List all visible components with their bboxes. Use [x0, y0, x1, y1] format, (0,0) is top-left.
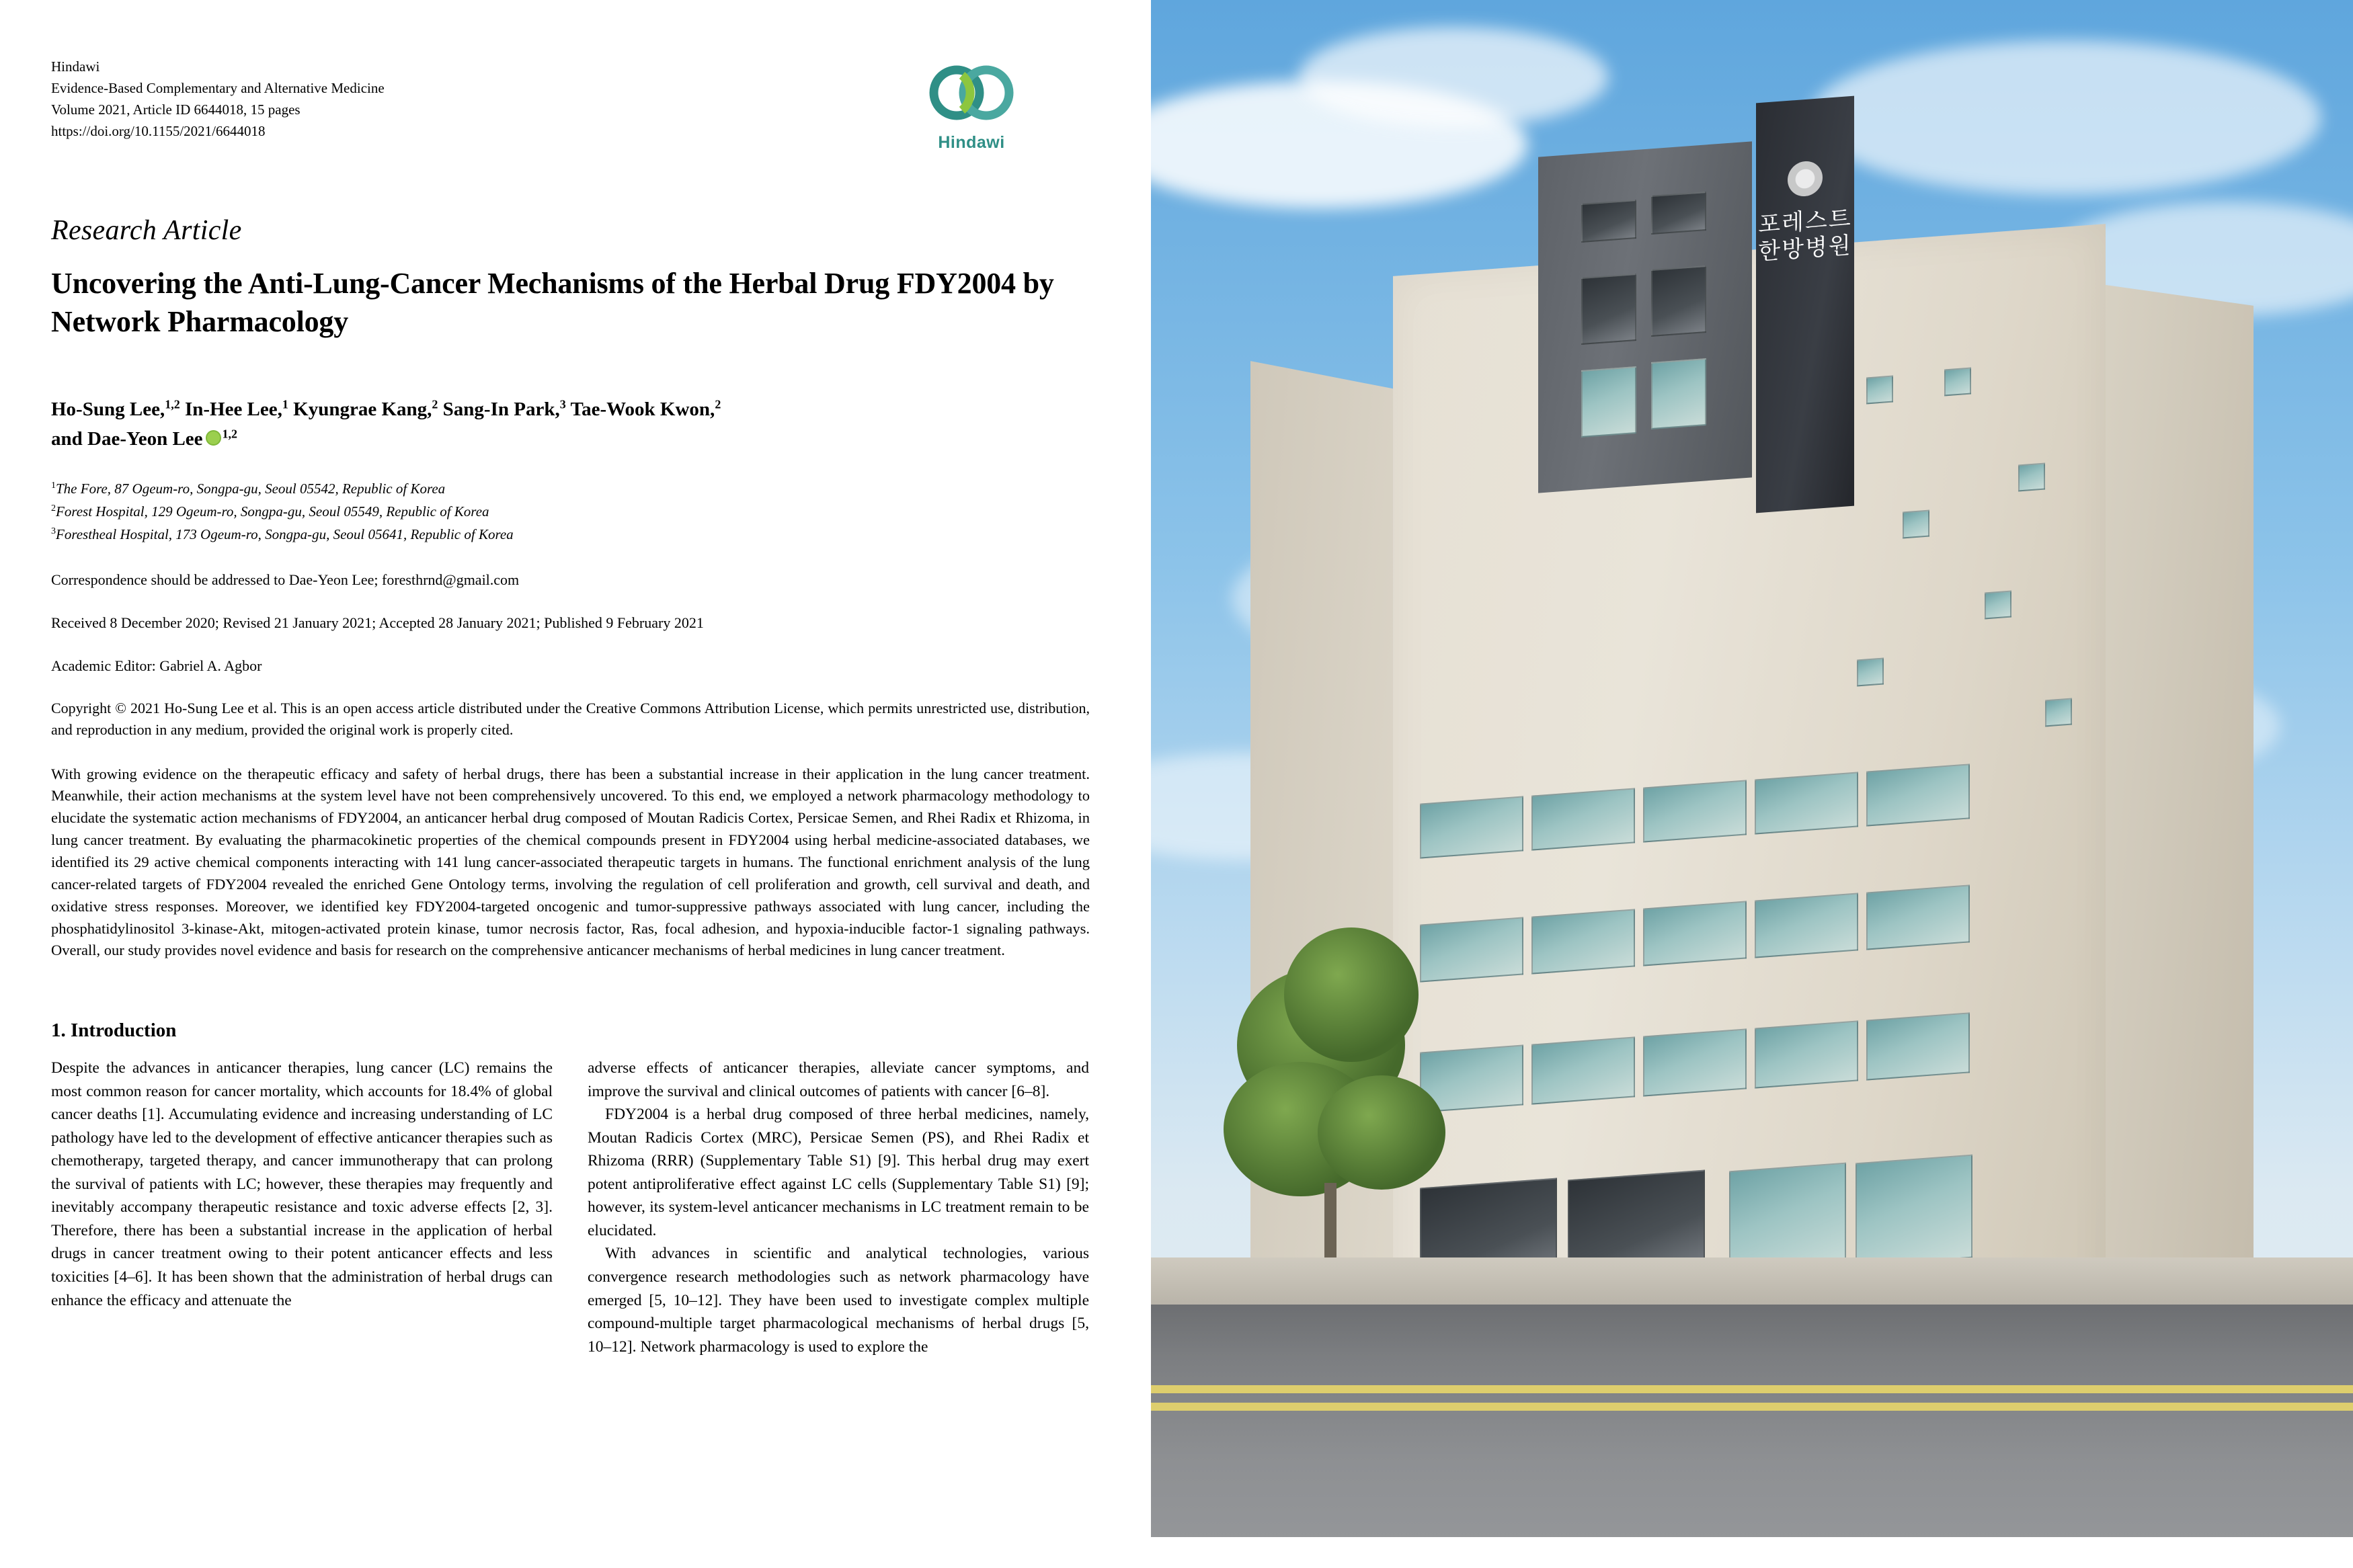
affiliation-item [51, 477, 1100, 500]
road [1151, 1305, 2353, 1568]
author-name: Tae-Wook Kwon, [570, 399, 715, 421]
affiliation-list [51, 477, 1100, 546]
paragraph: With advances in scientific and analytical technologies, various convergence research methodologies such as network pharmacology have emerged [5, 10–12]. They have been used to investigate complex multiple compound-multiple target pharmacological mechanisms of herbal drugs [5, 10–12]. Network pharmacology is used to explore the [588, 1245, 1089, 1356]
window [1531, 1036, 1635, 1104]
affiliation-marker: 1 [51, 480, 56, 491]
window [1643, 901, 1747, 966]
window [1643, 780, 1747, 842]
hindawi-logo [894, 60, 1049, 153]
author-affil-marker: 1,2 [222, 427, 238, 441]
author-list [51, 395, 1006, 454]
hospital-emblem-icon [1788, 160, 1823, 198]
section-heading-introduction: 1. Introduction [51, 1020, 177, 1042]
window [2045, 698, 2072, 727]
author-name: In-Hee Lee, [184, 399, 282, 421]
paragraph: FDY2004 is a herbal drug composed of three herbal medicines, namely, Moutan Radicis Cortex (MRC), Persicae Semen (PS), and Rhei Radix et Rhizoma (RRR) (Supplementary Table S1) [9]. This herbal drug may exert potent antiproliferative effect against LC cells (Supplementary Table S1) [9]; however, its system-level anticancer mechanisms in LC treatment remain to be elucidated. [588, 1106, 1089, 1239]
abstract-text: With growing evidence on the therapeutic efficacy and safety of herbal drugs, there has been a substantial increase in their application in the lung cancer treatment. Meanwhile, their action mechanisms at the system level have not been comprehensively uncovered. To this end, we employed a network pharmacology methodology to elucidate the systematic action mechanisms of FDY2004, an anticancer herbal drug composed of Moutan Radicis Cortex, Persicae Semen, and Rhei Radix et Rhizoma, in lung cancer treatment. By evaluating the pharmacokinetic properties of the chemical compounds present in FDY2004 using herbal medicine-associated databases, we identified its 29 active chemical components interacting with 141 lung cancer-associated therapeutic targets in humans. The functional enrichment analysis of the lung cancer-related targets of FDY2004 revealed the enriched Gene Ontology terms, involving the regulation of cell proliferation and growth, cell survival and death, and oxidative stress responses. Moreover, we identified key FDY2004-targeted oncogenic and tumor-suppressive pathways associated with lung cancer, including the phosphatidylinositol 3-kinase-Akt, mitogen-activated protein kinase, tumor necrosis factor, Ras, focal adhesion, and hypoxia-inducible factor-1 signaling pathways. Overall, our study provides novel evidence and basis for research on the comprehensive anticancer mechanisms of herbal medicines in lung cancer treatment. [51, 765, 1090, 959]
academic-editor-line: Academic Editor: Gabriel A. Agbor [51, 657, 262, 674]
building-dark-cladding [1538, 141, 1752, 493]
window [1755, 1020, 1858, 1088]
body-column-right [588, 1057, 1089, 1358]
window [1651, 192, 1706, 235]
body-columns [51, 1057, 1090, 1358]
affiliation-text: The Fore, 87 Ogeum-ro, Songpa-gu, Seoul 05542, Republic of Korea [56, 480, 446, 497]
journal-info [51, 56, 385, 142]
window [1944, 368, 1971, 397]
window [1866, 764, 1970, 826]
tree-crown [1284, 927, 1419, 1062]
window [1581, 200, 1636, 243]
affiliation-item [51, 523, 1100, 546]
dates-line: Received 8 December 2020; Revised 21 January 2021; Accepted 28 January 2021; Published 9 February 2021 [51, 614, 704, 631]
masthead [51, 56, 1100, 153]
window [1985, 591, 2011, 620]
window [1755, 893, 1858, 958]
author-affil-marker: 1,2 [165, 397, 180, 411]
window [1643, 1028, 1747, 1096]
window [1531, 788, 1635, 850]
window [1581, 274, 1636, 345]
sidewalk [1151, 1257, 2353, 1305]
road-marking [1151, 1403, 2353, 1411]
author-affil-marker: 2 [715, 397, 721, 411]
window [1651, 358, 1706, 429]
hindawi-logo-label: Hindawi [938, 133, 1005, 152]
cloud [1299, 27, 1608, 128]
photo-bottom-border [1151, 1537, 2353, 1568]
window [1866, 376, 1893, 405]
hindawi-logo-icon [922, 60, 1021, 125]
window [2018, 463, 2045, 492]
author-name: and Dae-Yeon Lee [51, 428, 203, 450]
hospital-building-photo [1151, 0, 2353, 1568]
affiliation-text: Forestheal Hospital, 173 Ogeum-ro, Songpa-gu, Seoul 05641, Republic of Korea [56, 526, 514, 542]
entrance-glazing [1856, 1155, 1972, 1267]
author-name: Ho-Sung Lee, [51, 399, 165, 421]
window [1866, 1012, 1970, 1080]
tree-crown [1318, 1075, 1445, 1190]
road-marking [1151, 1385, 2353, 1393]
body-column-left [51, 1057, 553, 1358]
copyright-notice: Copyright © 2021 Ho-Sung Lee et al. This is an open access article distributed under the Creative Commons Attribution License, which permits unrestricted use, distribution, and reproduction in any medium, provided the original work is properly cited. [51, 699, 1090, 738]
window [1651, 265, 1706, 337]
window [1531, 909, 1635, 974]
building-sign-text: 포레스트한방병원 [1758, 205, 1852, 265]
affiliation-marker: 2 [51, 503, 56, 513]
window [1866, 884, 1970, 950]
author-name: Sang-In Park, [442, 399, 560, 421]
article-page [0, 0, 1151, 1568]
article-meta [51, 569, 1100, 677]
paragraph: adverse effects of anticancer therapies, alleviate cancer symptoms, and improve the survival and clinical outcomes of patients with cancer [6–8]. [588, 1059, 1089, 1100]
affiliation-item [51, 500, 1100, 523]
building-vertical-sign [1756, 96, 1854, 513]
doi-link[interactable]: https://doi.org/10.1155/2021/6644018 [51, 122, 266, 139]
author-name: Kyungrae Kang, [293, 399, 432, 421]
volume-line: Volume 2021, Article ID 6644018, 15 pages [51, 101, 301, 118]
window [1755, 772, 1858, 834]
window [1581, 366, 1636, 438]
author-affil-marker: 3 [559, 397, 566, 411]
paragraph: Despite the advances in anticancer therapies, lung cancer (LC) remains the most common reason for cancer mortality, which accounts for 18.4% of global cancer deaths [1]. Accumulating evidence and increasing understanding of LC pathology have led to the development of effective anticancer therapies such as chemotherapy, targeted therapy, and cancer immunotherapy that can prolong the survival of patients with LC; however, these therapies may frequently and inevitably accompany therapeutic resistance and toxic adverse effects [2, 3]. Therefore, there has been a substantial increase in the application of herbal drugs in cancer treatment owing to their potent anticancer effects and less toxicities [4–6]. It has been shown that the administration of herbal drugs can enhance the efficacy and attenuate the [51, 1059, 553, 1309]
affiliation-text: Forest Hospital, 129 Ogeum-ro, Songpa-gu, Seoul 05549, Republic of Korea [56, 503, 489, 520]
correspondence-line: Correspondence should be addressed to Dae-Yeon Lee; foresthrnd@gmail.com [51, 571, 520, 588]
window [1903, 510, 1929, 539]
building-right-wing [2092, 283, 2254, 1327]
page-title: Uncovering the Anti-Lung-Cancer Mechanisms of the Herbal Drug FDY2004 by Network Pharmacology [51, 267, 1054, 339]
window [1857, 658, 1884, 687]
article-type: Research Article [51, 215, 242, 246]
affiliation-marker: 3 [51, 526, 56, 536]
cloud [1810, 40, 2321, 195]
author-affil-marker: 2 [432, 397, 438, 411]
window [1420, 796, 1523, 858]
journal-name: Evidence-Based Complementary and Alternative Medicine [51, 79, 385, 96]
author-affil-marker: 1 [282, 397, 288, 411]
publisher-name: Hindawi [51, 58, 100, 75]
orcid-icon[interactable] [206, 430, 221, 446]
